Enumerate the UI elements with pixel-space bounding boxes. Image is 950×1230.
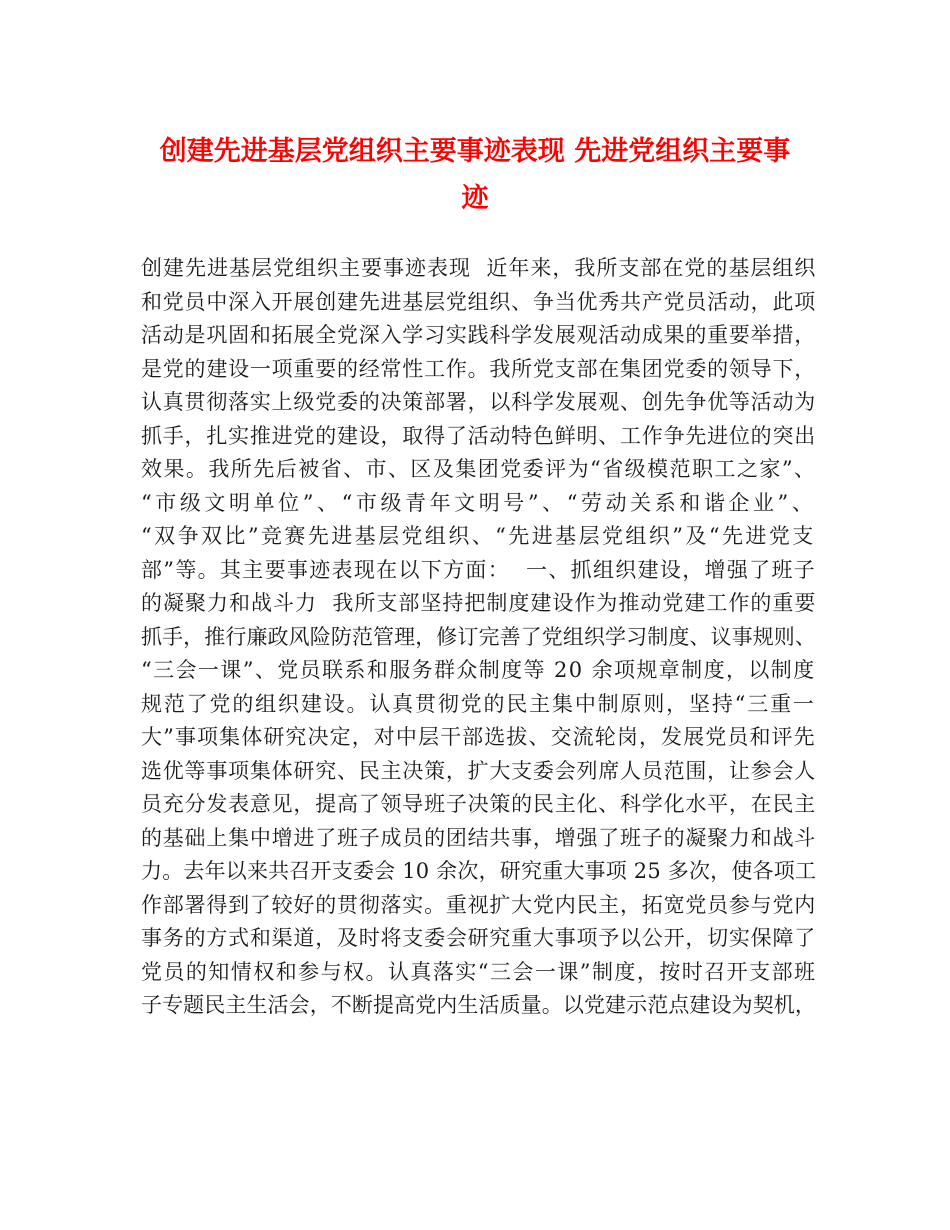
document-title xyxy=(130,128,820,222)
body-line: 规范了党的组织建设。认真贯彻党的民主集中制原则，坚持“三重一 xyxy=(141,691,816,716)
body-line: 大”事项集体研究决定，对中层干部选拔、交流轮岗，发展党员和评先 xyxy=(141,725,816,749)
body-line: “三会一课”、党员联系和服务群众制度等 20 余项规章制度，以制度 xyxy=(141,658,816,682)
title-line-1: 创建先进基层党组织主要事迹表现 先进党组织主要事 xyxy=(159,136,791,167)
body-line: 的凝聚力和战斗力 我所支部坚持把制度建设作为推动党建工作的重要 xyxy=(141,591,817,615)
body-line: 是党的建设一项重要的经常性工作。我所党支部在集团党委的领导下， xyxy=(141,356,816,381)
body-line: 的基础上集中增进了班子成员的团结共事，增强了班子的凝聚力和战斗 xyxy=(141,825,816,850)
body-line: 部”等。其主要事迹表现在以下方面： 一、抓组织建设，增强了班子 xyxy=(141,557,817,582)
body-line: 子专题民主生活会，不断提高党内生活质量。以党建示范点建设为契机， xyxy=(141,993,816,1017)
body-line: 效果。我所先后被省、市、区及集团党委评为“省级模范职工之家”、 xyxy=(141,457,817,481)
body-line: 选优等事项集体研究、民主决策，扩大支委会列席人员范围，让参会人 xyxy=(141,758,816,783)
body-line: “市级文明单位”、“市级青年文明号”、“劳动关系和谐企业”、 xyxy=(141,490,817,515)
body-line: 和党员中深入开展创建先进基层党组织、争当优秀共产党员活动，此项 xyxy=(141,289,816,314)
body-line: 认真贯彻落实上级党委的决策部署，以科学发展观、创先争优等活动为 xyxy=(141,390,816,414)
body-line: 员充分发表意见，提高了领导班子决策的民主化、科学化水平，在民主 xyxy=(141,792,816,816)
body-line: 力。去年以来共召开支委会 10 余次，研究重大事项 25 多次，使各项工 xyxy=(141,859,817,883)
body-line: 活动是巩固和拓展全党深入学习实践科学发展观活动成果的重要举措， xyxy=(141,323,816,347)
body-line: “双争双比”竞赛先进基层党组织、“先进基层党组织”及“先进党支 xyxy=(141,524,816,548)
body-line: 事务的方式和渠道，及时将支委会研究重大事项予以公开，切实保障了 xyxy=(141,926,816,950)
document-body xyxy=(141,252,816,1023)
title-line-2: 迹 xyxy=(461,183,489,214)
body-line: 抓手，扎实推进党的建设，取得了活动特色鲜明、工作争先进位的突出 xyxy=(141,423,816,448)
body-line: 作部署得到了较好的贯彻落实。重视扩大党内民主，拓宽党员参与党内 xyxy=(141,892,816,917)
body-line: 抓手，推行廉政风险防范管理，修订完善了党组织学习制度、议事规则、 xyxy=(141,624,816,649)
body-line: 创建先进基层党组织主要事迹表现 近年来，我所支部在党的基层组织 xyxy=(141,256,817,280)
body-line: 党员的知情权和参与权。认真落实“三会一课”制度，按时召开支部班 xyxy=(141,959,817,984)
